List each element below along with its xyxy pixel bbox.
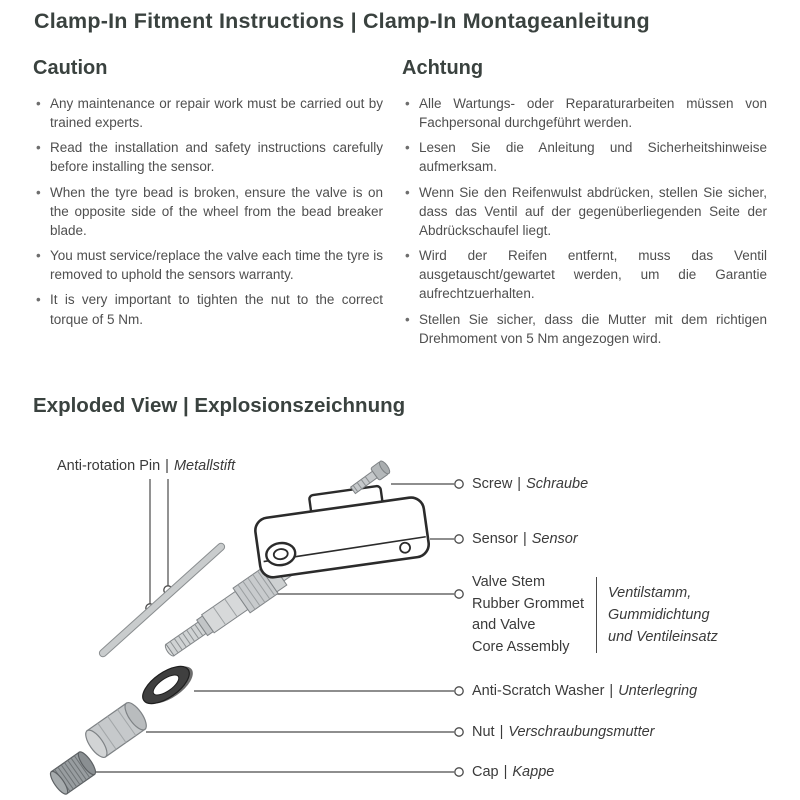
label-line: Ventilstamm, (608, 585, 692, 601)
label-separator: | (499, 724, 504, 740)
list-item: • It is very important to tighten the nut to the correct torque of 5 Nm. (33, 290, 383, 328)
sensor-part (251, 480, 430, 579)
label-cap (472, 763, 554, 781)
label-cap-en: Cap (472, 764, 499, 780)
label-line: and Valve (472, 617, 536, 633)
label-sensor (472, 530, 578, 548)
label-screw (472, 475, 588, 493)
list-item: • Stellen Sie sicher, dass die Mutter mit dem richtigen Drehmoment von 5 Nm angezogen wird. (402, 310, 767, 348)
label-screw-de: Schraube (526, 476, 589, 492)
list-item: • Wenn Sie den Reifenwulst abdrücken, stellen Sie sicher, dass das Ventil auf der gegenüberliegenden Seite der Abdrückschaufel liegt. (402, 183, 767, 240)
page-title: Clamp-In Fitment Instructions | Clamp-In Montageanleitung (34, 9, 650, 33)
cap-part (48, 750, 99, 797)
achtung-list (402, 94, 767, 348)
list-item: • Lesen Sie die Anleitung und Sicherheitshinweise aufmerksam. (402, 138, 767, 176)
label-anti-rotation-pin-de: Metallstift (173, 458, 236, 474)
label-line: Core Assembly (472, 638, 570, 655)
label-nut-en: Nut (472, 724, 495, 740)
label-divider-bar (596, 577, 597, 653)
label-line: und Ventileinsatz (608, 629, 718, 645)
label-nut-de: Verschraubungsmutter (508, 724, 655, 740)
label-separator: | (517, 476, 522, 492)
list-item: • You must service/replace the valve each time the tyre is removed to uphold the sensors warranty. (33, 246, 383, 284)
nut-part (82, 699, 150, 760)
label-separator: | (165, 458, 169, 474)
label-anti-rotation-pin-en: Anti-rotation Pin (57, 458, 161, 474)
label-valve-assembly-de (608, 582, 718, 648)
label-line: Valve Stem (472, 574, 546, 590)
label-separator: | (503, 764, 508, 780)
list-item: • Wird der Reifen entfernt, muss das Ventil ausgetauscht/gewartet werden, um die Garantie aufrechtzuerhalten. (402, 246, 767, 303)
exploded-view-heading: Exploded View | Explosionszeichnung (33, 394, 406, 417)
label-cap-de: Kappe (512, 764, 555, 780)
label-anti-scratch-washer-en: Anti-Scratch Washer (472, 683, 605, 699)
label-screw-en: Screw (472, 476, 513, 492)
label-separator: | (522, 531, 527, 547)
caution-list (33, 94, 383, 329)
label-valve-assembly-en (472, 572, 596, 658)
label-sensor-de: Sensor (531, 531, 578, 547)
label-nut (472, 723, 655, 741)
label-anti-scratch-washer-de: Unterlegring (618, 683, 698, 699)
caution-section (33, 57, 383, 354)
label-line: Rubber Grommet (472, 595, 585, 612)
list-item: • Read the installation and safety instructions carefully before installing the sensor. (33, 138, 383, 176)
list-item: • When the tyre bead is broken, ensure the valve is on the opposite side of the wheel from the bead breaker blade. (33, 183, 383, 240)
list-item: • Any maintenance or repair work must be carried out by trained experts. (33, 94, 383, 132)
list-item: • Alle Wartungs- oder Reparaturarbeiten müssen von Fachpersonal durchgeführt werden. (402, 94, 767, 132)
anti-scratch-washer-part (137, 658, 199, 713)
achtung-section (402, 57, 767, 354)
caution-heading: Caution (33, 57, 108, 79)
anti-rotation-pin-part (98, 542, 226, 658)
label-anti-scratch-washer (472, 682, 697, 700)
instructions-columns (33, 57, 767, 354)
label-sensor-en: Sensor (472, 531, 518, 547)
label-valve-assembly (472, 572, 718, 658)
label-anti-rotation-pin (57, 457, 235, 475)
exploded-diagram (0, 433, 800, 800)
label-line: Gummidichtung (608, 607, 710, 623)
label-separator: | (609, 683, 614, 699)
achtung-heading: Achtung (402, 57, 484, 79)
